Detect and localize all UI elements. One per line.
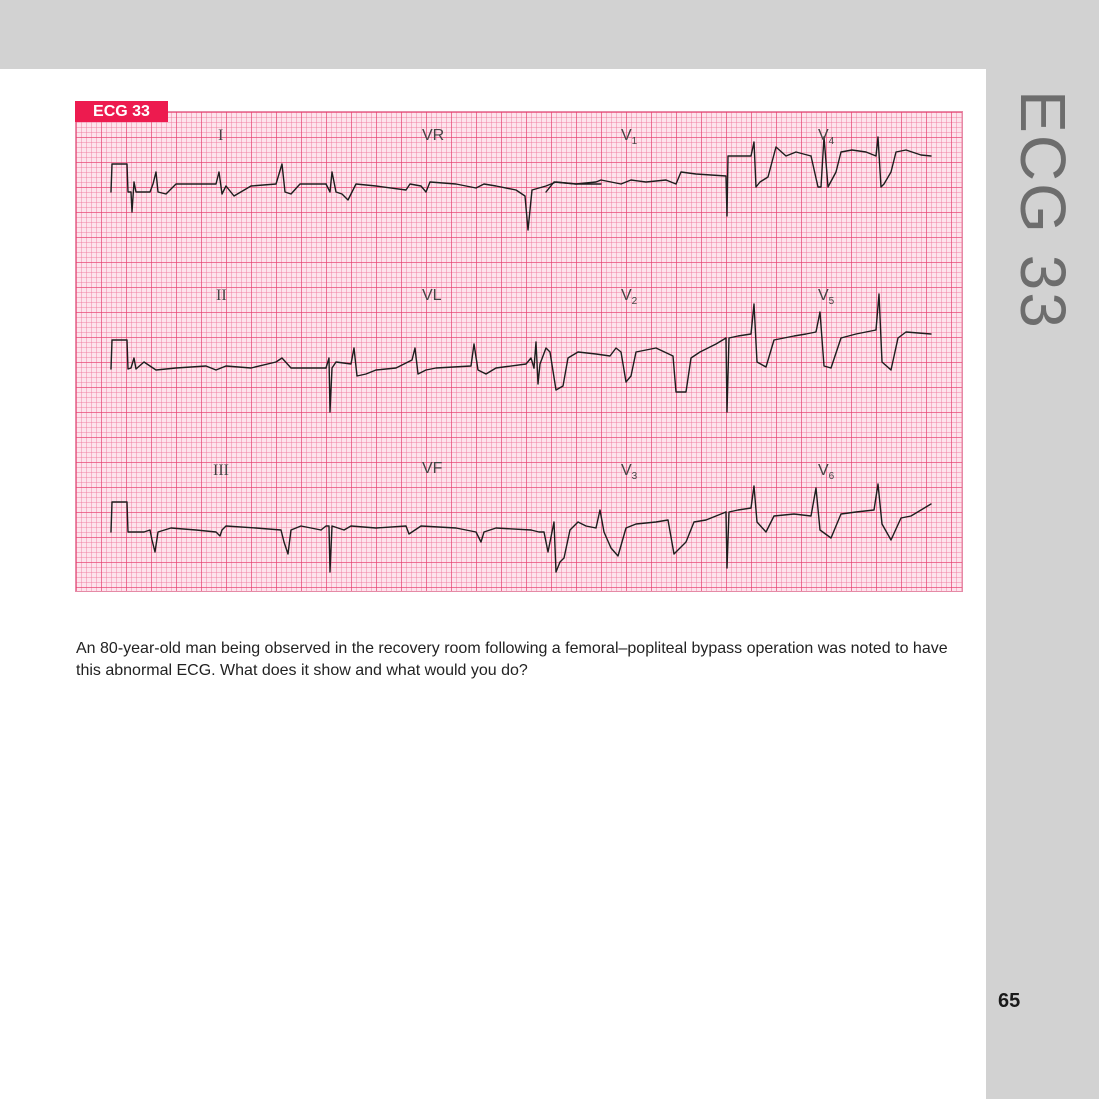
lead-label-v1: $V_1$ — [621, 127, 638, 148]
lead-label-v2: $V_2$ — [621, 287, 638, 308]
lead-label-vl: VL — [422, 287, 442, 304]
ecg-label: ECG 33 — [75, 101, 168, 122]
lead-label-v5: $V_5$ — [818, 287, 835, 308]
question-text: An 80-year-old man being observed in the recovery room following a femoral–popliteal bypass operation was noted to have this abnormal ECG. What does it show and what would you do? — [76, 640, 948, 679]
trace-lead-ii — [111, 340, 326, 370]
ecg-traces — [76, 112, 964, 593]
lead-label-vf: VF — [422, 460, 443, 477]
trace-lead-v3 — [531, 510, 726, 572]
lead-label-i: I — [218, 127, 224, 144]
lead-label-ii: II — [216, 287, 227, 304]
ecg-strip — [75, 111, 963, 592]
lead-label-v6: $V_6$ — [818, 462, 835, 483]
trace-lead-iii — [111, 502, 321, 554]
lead-label-iii: III — [213, 462, 229, 479]
trace-lead-v5 — [726, 294, 931, 412]
page-number: 65 — [998, 990, 1021, 1012]
lead-label-v4: $V_4$ — [818, 127, 835, 148]
lead-label-vr: VR — [422, 127, 445, 144]
trace-lead-v1 — [546, 142, 811, 216]
trace-lead-v6 — [726, 484, 931, 568]
top-band — [0, 0, 1099, 69]
trace-lead-vl — [326, 344, 534, 412]
trace-lead-vf — [321, 526, 531, 572]
trace-lead-i — [111, 164, 326, 212]
trace-lead-vr — [326, 172, 601, 230]
side-title: ECG 33 — [1007, 90, 1079, 330]
lead-label-v3: $V_3$ — [621, 462, 638, 483]
trace-lead-v2 — [534, 338, 726, 392]
